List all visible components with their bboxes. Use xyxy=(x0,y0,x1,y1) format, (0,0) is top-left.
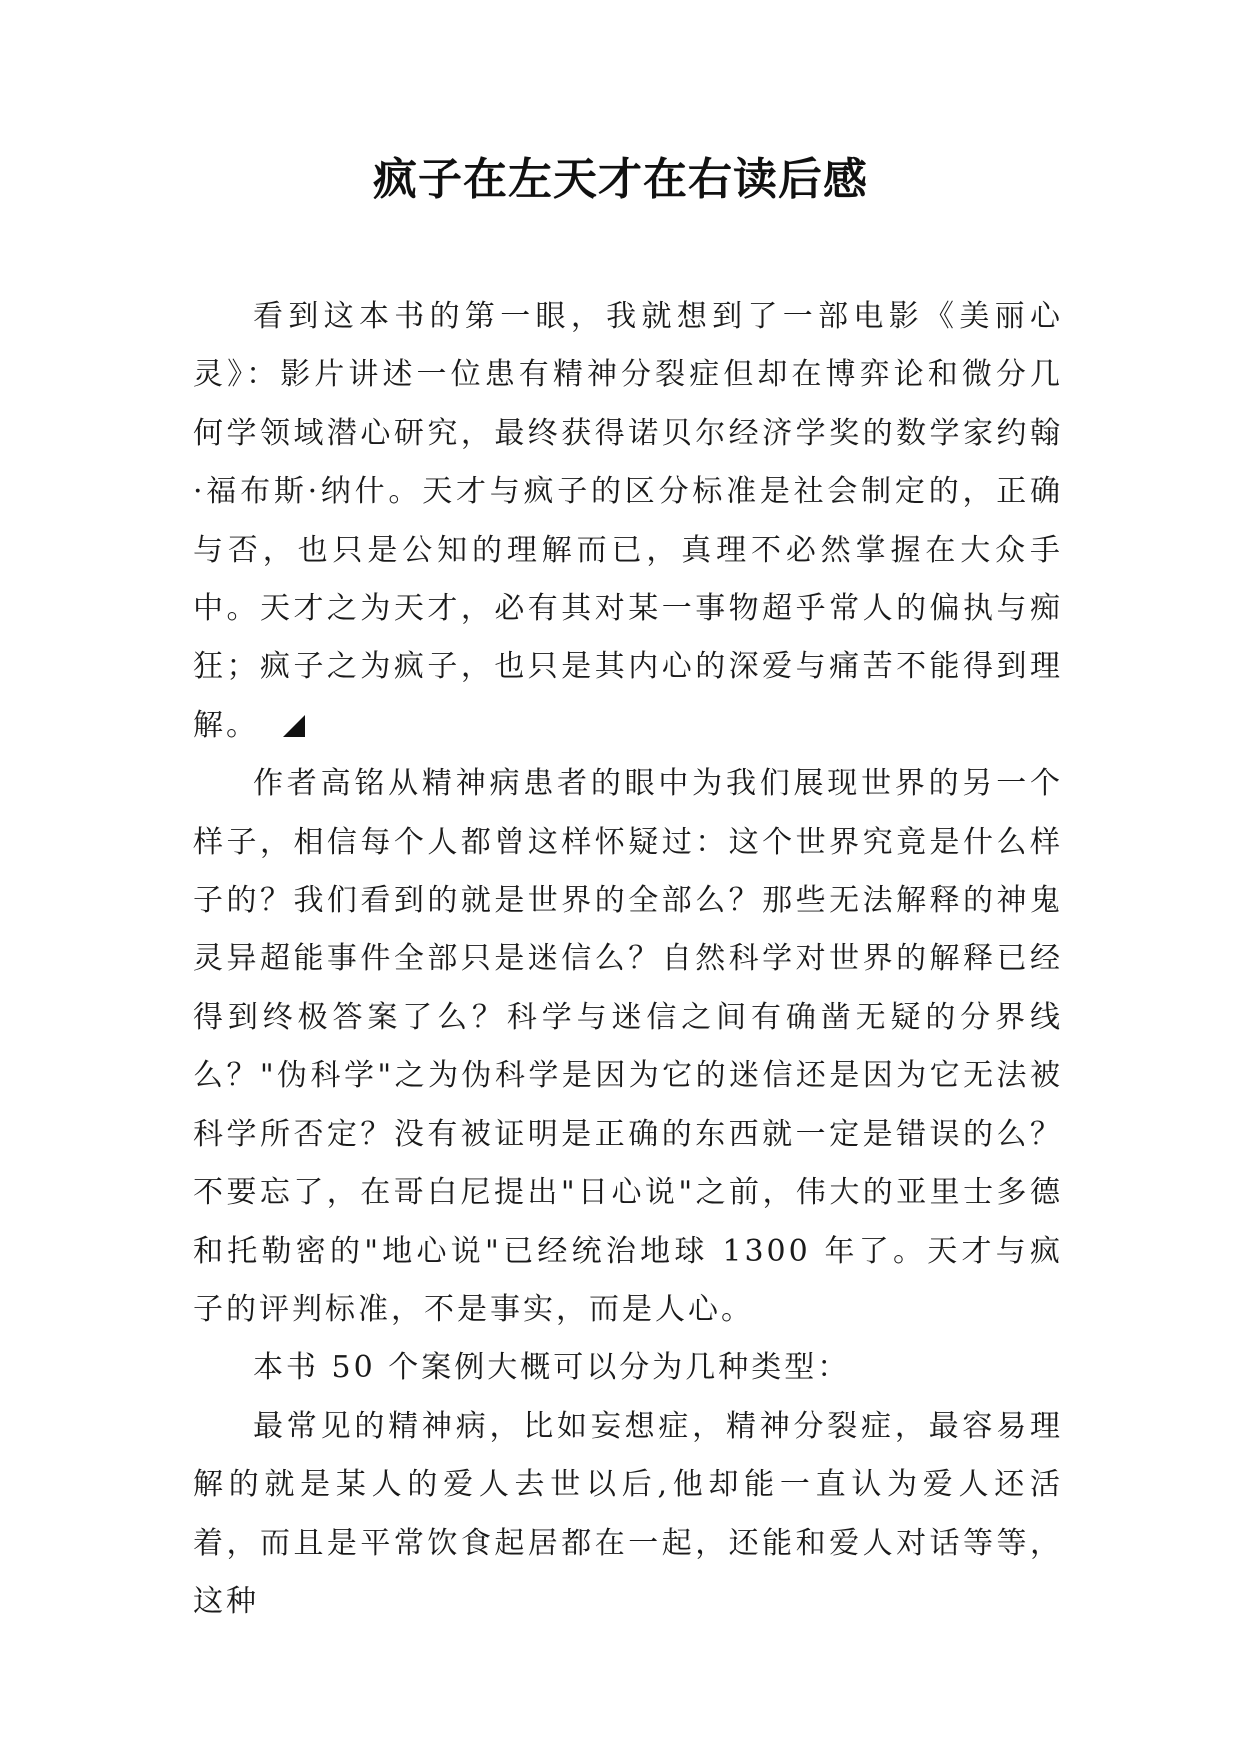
paragraph-end-mark-icon xyxy=(283,715,305,737)
paragraph-1-text: 看到这本书的第一眼，我就想到了一部电影《美丽心灵》：影片讲述一位患有精神分裂症但却在博弈论和微分几何学领域潜心研究，最终获得诺贝尔经济学奖的数学家约翰·福布斯·纳什。天才与疯子的区分标准是社会制定的，正确与否，也只是公知的理解而已，真理不必然掌握在大众手中。天才之为天才，必有其对某一事物超乎常人的偏执与痴狂；疯子之为疯子，也只是其内心的深爱与痛苦不能得到理解。 xyxy=(193,299,1063,743)
paragraph-3: 本书 50 个案例大概可以分为几种类型： xyxy=(253,1350,851,1386)
paragraph-2: 作者高铭从精神病患者的眼中为我们展现世界的另一个样子，相信每个人都曾这样怀疑过：这个世界究竟是什么样子的？我们看到的就是世界的全部么？那些无法解释的神鬼灵异超能事件全部只是迷信么？自然科学对世界的解释已经得到终极答案了么？科学与迷信之间有确凿无疑的分界线么？"伪科学"之为伪科学是因为它的迷信还是因为它无法被科学所否定？没有被证明是正确的东西就一定是错误的么？不要忘了，在哥白尼提出"日心说"之前，伟大的亚里士多德和托勒密的"地心说"已经统治地球 1300 年了。天才与疯子的评判标准，不是事实，而是人心。 xyxy=(193,766,1063,1327)
document-title: 疯子在左天才在右读后感 xyxy=(373,154,868,205)
paragraph-1 xyxy=(193,288,1063,755)
document-body xyxy=(193,288,1063,1631)
paragraph-4: 最常见的精神病，比如妄想症，精神分裂症，最容易理解的就是某人的爱人去世以后,他却能一直认为爱人还活着，而且是平常饮食起居都在一起，还能和爱人对话等等，这种 xyxy=(193,1408,1063,1619)
